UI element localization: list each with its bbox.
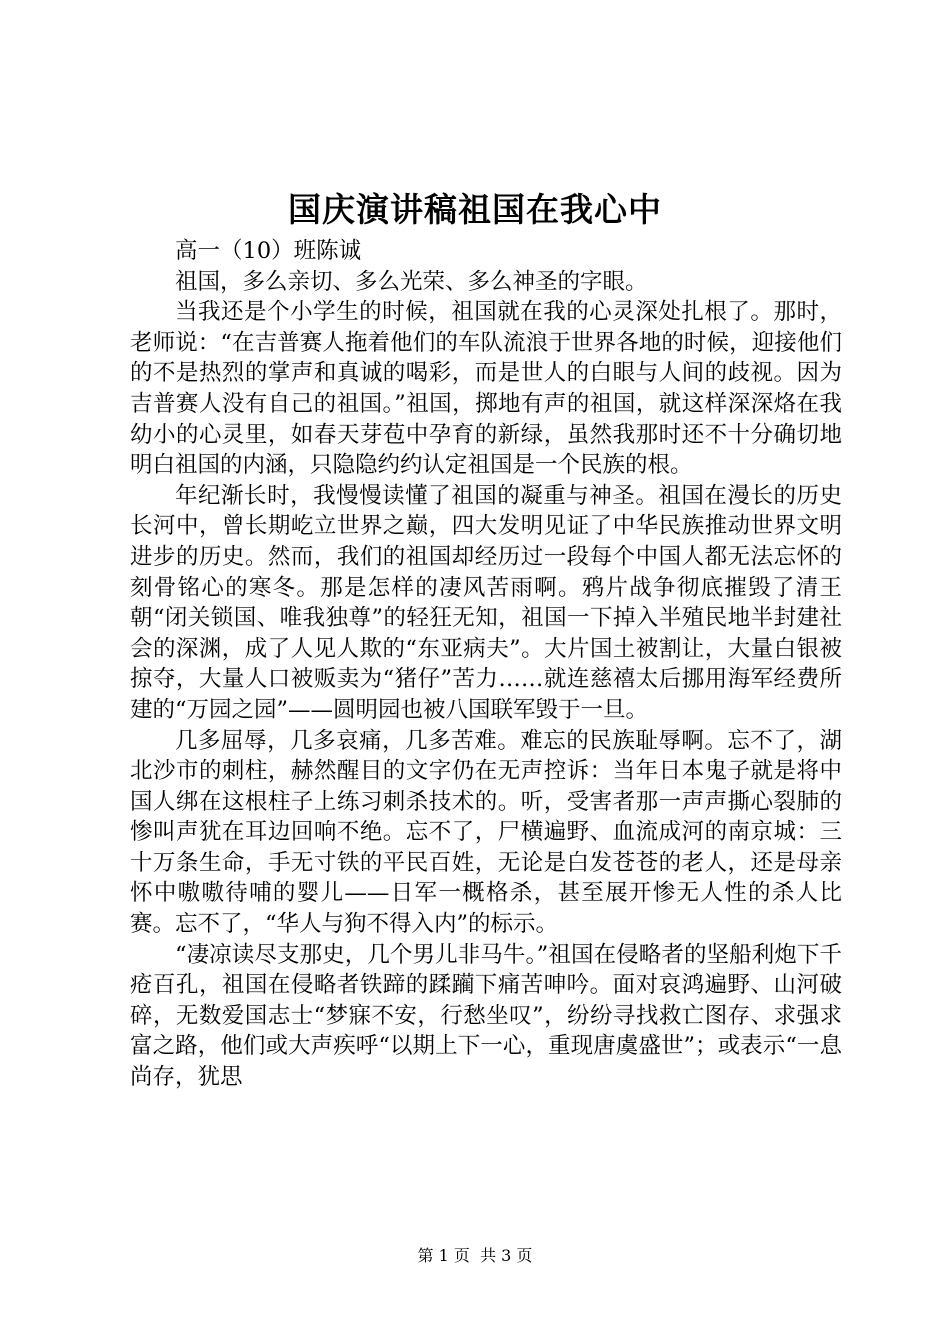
paragraph-5: “凄凉读尽支那史，几个男儿非马牛。”祖国在侵略者的坚船利炮下千疮百孔，祖国在侵略者铁蹄的蹂躏下痛苦呻吟。面对哀鸿遍野、山河破碎，无数爱国志士“梦寐不安，行愁坐叹”，纷纷寻找救亡图存、求强求富之路，他们或大声疾呼“以期上下一心，重现唐虞盛世”；或表示“一息尚存，犹思 [130,941,842,1091]
page-number-label: 第 1 页 共 3 页 [417,1246,533,1265]
paragraph-3: 年纪渐长时，我慢慢读懂了祖国的凝重与神圣。祖国在漫长的历史长河中，曾长期屹立世界之巅，四大发明见证了中华民族推动世界文明进步的历史。然而，我们的祖国却经历过一段每个中国人都无法忘怀的刻骨铭心的寒冬。那是怎样的凄风苦雨啊。鸦片战争彻底摧毁了清王朝“闭关锁国、唯我独尊”的轻狂无知，祖国一下掉入半殖民地半封建社会的深渊，成了人见人欺的“东亚病夫”。大片国土被割让，大量白银被掠夺，大量人口被贩卖为“猪仔”苦力……就连慈禧太后挪用海军经费所建的“万园之园”——圆明园也被八国联军毁于一旦。 [130,482,842,723]
paragraph-1: 祖国，多么亲切、多么光荣、多么神圣的字眼。 [175,268,648,295]
page-footer [0,1245,950,1267]
paragraph-4: 几多屈辱，几多哀痛，几多苦难。难忘的民族耻辱啊。忘不了，湖北沙市的刺柱，赫然醒目的文字仍在无声控诉：当年日本鬼子就是将中国人绑在这根柱子上练习刺杀技术的。听，受害者那一声声撕心裂肺的惨叫声犹在耳边回响不绝。忘不了，尸横遍野、血流成河的南京城：三十万条生命，手无寸铁的平民百姓，无论是白发苍苍的老人，还是母亲怀中嗷嗷待哺的婴儿——日军一概格杀，甚至展开惨无人性的杀人比赛。忘不了，“华人与狗不得入内”的标示。 [130,727,842,938]
byline: 高一（10）班陈诚 [175,238,362,264]
document-title: 国庆演讲稿祖国在我心中 [288,190,662,229]
paragraph-2: 当我还是个小学生的时候，祖国就在我的心灵深处扎根了。那时，老师说：“在吉普赛人拖着他们的车队流浪于世界各地的时候，迎接他们的不是热烈的掌声和真诚的喝彩，而是世人的白眼与人间的歧视。因为吉普赛人没有自己的祖国。”祖国，掷地有声的祖国，就这样深深烙在我幼小的心灵里，如春天芽苞中孕育的新绿，虽然我那时还不十分确切地明白祖国的内涵，只隐隐约约认定祖国是一个民族的根。 [130,299,842,479]
document-body [130,236,842,1093]
